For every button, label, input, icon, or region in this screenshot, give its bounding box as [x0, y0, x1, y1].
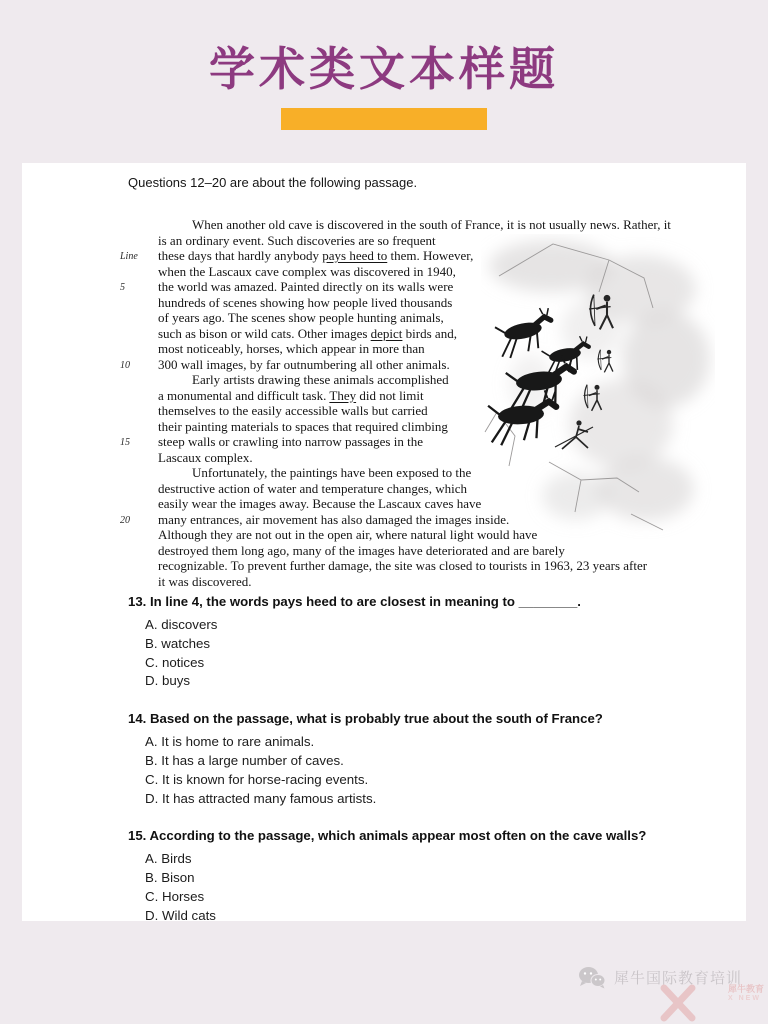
page-header: [0, 0, 768, 130]
passage-line: [22, 217, 746, 233]
passage-line-text: such as bison or wild cats. Other images depict birds and,: [158, 325, 457, 341]
answer-option: C. notices: [145, 654, 205, 670]
passage-line: [22, 388, 746, 404]
passage-line-text: Lascaux complex.: [158, 449, 253, 465]
answer-option: D. It has attracted many famous artists.: [145, 790, 377, 806]
passage-line-text: When another old cave is discovered in the south of France, it is not usually news. Rather, it: [192, 217, 671, 232]
passage-line-text: Unfortunately, the paintings have been exposed to the: [192, 465, 472, 480]
passage-intro: Questions 12–20 are about the following passage.: [128, 175, 418, 190]
passage-line: [22, 248, 746, 264]
watermark-line2: X NEW: [727, 995, 761, 1002]
answer-option: A. Birds: [145, 851, 192, 867]
passage-line-text: destructive action of water and temperature changes, which: [158, 480, 467, 496]
page-title: 学术类文本样题: [209, 42, 559, 96]
line-number-label: 15: [120, 437, 130, 448]
worksheet-card: [22, 163, 746, 921]
questions-section: [128, 593, 728, 945]
answer-option: A. discovers: [145, 617, 218, 632]
answer-option: A. It is home to rare animals.: [145, 734, 315, 750]
passage-line: [22, 450, 746, 466]
passage-line-text: is an ordinary event. Such discoveries are so frequent: [158, 232, 436, 248]
passage-line-text: most noticeably, horses, which appear in more than: [158, 341, 425, 356]
passage-line: [22, 465, 746, 481]
passage-line: [22, 372, 746, 388]
passage-line: [22, 341, 746, 357]
watermark-line1: 犀牛教育: [727, 984, 764, 994]
line-number-label: 5: [120, 282, 125, 293]
passage-line-text: Although they are not out in the open air, where natural light would have: [158, 527, 538, 542]
passage-line: [22, 527, 746, 543]
passage-line: [22, 326, 746, 342]
passage-line: [22, 295, 746, 311]
passage-line-text: 300 wall images, by far outnumbering all other animals.: [158, 356, 450, 372]
passage-line-text: recognizable. To prevent further damage, the site was closed to tourists in 1963, 23 years after: [158, 558, 648, 573]
passage-line-text: these days that hardly anybody pays heed to them. However,: [158, 248, 474, 263]
passage-line-text: themselves to the easily accessible walls but carried: [158, 403, 428, 418]
passage-line: [22, 496, 746, 512]
question-title: 14. Based on the passage, what is probably true about the south of France?: [128, 711, 603, 727]
question-block: [128, 593, 728, 691]
passage-line: [22, 419, 746, 435]
wechat-account-label: 犀牛国际教育培训: [613, 970, 742, 987]
answer-option: B. Bison: [145, 870, 195, 886]
passage-line: [22, 279, 746, 295]
answer-option: C. It is known for horse-racing events.: [145, 771, 369, 787]
passage-line: [22, 481, 746, 497]
passage-line-text: of years ago. The scenes show people hunting animals,: [158, 310, 444, 325]
answer-option: B. watches: [145, 635, 211, 651]
passage-line: [22, 543, 746, 559]
passage-line: [22, 310, 746, 326]
passage-line: [22, 512, 746, 528]
line-number-label: 20: [120, 514, 130, 526]
passage-line-text: hundreds of scenes showing how people lived thousands: [158, 294, 453, 310]
passage-line-text: steep walls or crawling into narrow passages in the: [158, 434, 423, 449]
question-title: 13. In line 4, the words pays heed to are closest in meaning to ________.: [128, 594, 581, 609]
wechat-icon: [578, 966, 606, 989]
passage-line-text: Early artists drawing these animals accomplished: [192, 372, 449, 387]
question-title: 15. According to the passage, which animals appear most often on the cave walls?: [128, 828, 647, 844]
line-number-label: Line: [120, 251, 138, 262]
question-block: [128, 827, 728, 925]
line-number-label: 10: [120, 359, 130, 371]
question-block: [128, 710, 728, 808]
passage-line-text: it was discovered.: [158, 573, 252, 589]
title-underline-bar: [281, 108, 487, 130]
passage-line-text: the world was amazed. Painted directly on its walls were: [158, 279, 454, 294]
passage-line: [22, 233, 746, 249]
passage-line: [22, 574, 746, 590]
passage-line: [22, 264, 746, 280]
reading-passage: [22, 217, 746, 589]
passage-line-text: destroyed them long ago, many of the images have deteriorated and are barely: [158, 542, 565, 558]
passage-line: [22, 558, 746, 574]
answer-option: D. buys: [145, 673, 191, 689]
passage-line-text: many entrances, air movement has also damaged the images inside.: [158, 511, 510, 527]
passage-line: [22, 357, 746, 373]
passage-line-text: easily wear the images away. Because the Lascaux caves have: [158, 496, 482, 511]
passage-line-text: when the Lascaux cave complex was discovered in 1940,: [158, 263, 456, 279]
passage-line: [22, 403, 746, 419]
passage-line-text: their painting materials to spaces that required climbing: [158, 418, 448, 434]
passage-line-text: a monumental and difficult task. They did not limit: [158, 387, 424, 403]
footer-account: [578, 966, 742, 989]
answer-option: B. It has a large number of caves.: [145, 752, 344, 768]
passage-line: [22, 434, 746, 450]
answer-option: D. Wild cats: [145, 907, 216, 923]
answer-option: C. Horses: [145, 888, 205, 904]
